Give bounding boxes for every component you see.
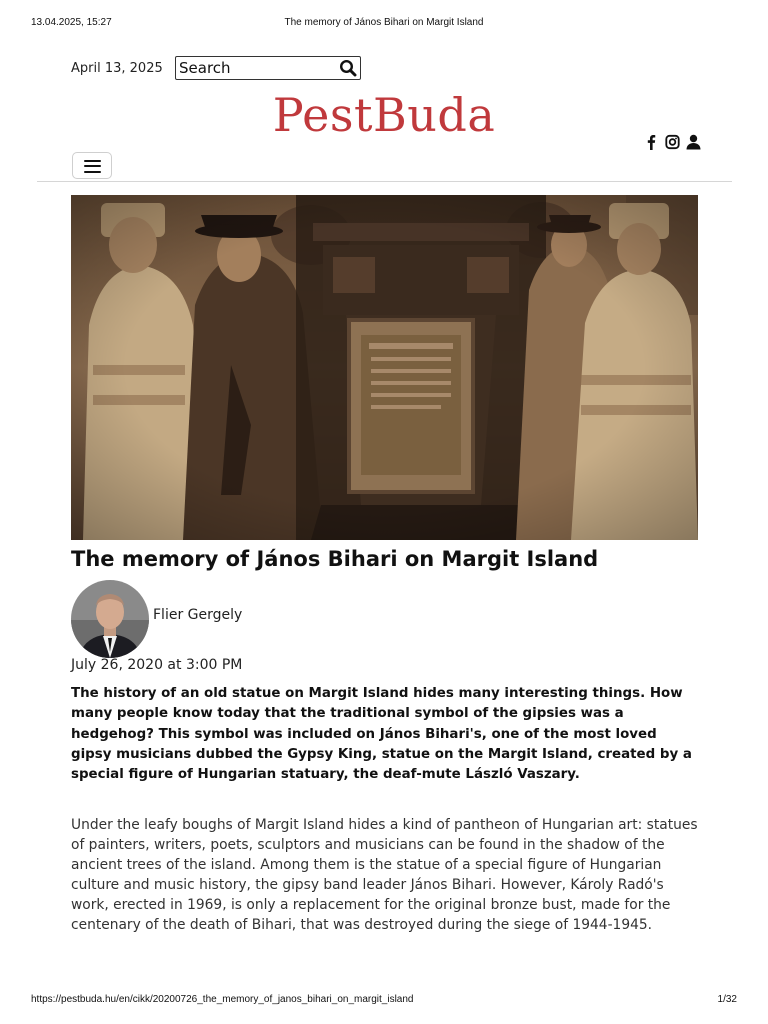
- search-input[interactable]: [178, 58, 337, 78]
- print-doc-title: The memory of János Bihari on Margit Island: [284, 17, 484, 28]
- print-datetime: 13.04.2025, 15:27: [31, 17, 112, 28]
- print-header: [0, 17, 768, 31]
- social-links: [644, 133, 701, 151]
- hamburger-line: [84, 160, 101, 162]
- hamburger-line: [84, 171, 101, 173]
- publish-date: July 26, 2020 at 3:00 PM: [71, 657, 243, 673]
- menu-button[interactable]: [72, 152, 112, 179]
- article-title: The memory of János Bihari on Margit Island: [71, 547, 599, 571]
- print-url: https://pestbuda.hu/en/cikk/20200726_the_memory_of_janos_bihari_on_margit_island: [31, 994, 414, 1005]
- facebook-icon[interactable]: [644, 134, 659, 150]
- search-box: [175, 56, 361, 80]
- site-logo[interactable]: PestBuda: [272, 88, 496, 142]
- article-paragraph: Under the leafy boughs of Margit Island hides a kind of pantheon of Hungarian art: statues of painters, writers, poets, sculptors and musicians can be found in the shadow of the ancient trees of the island. Among them is the statue of a special figure of Hungarian culture and music history, the gipsy band leader János Bihari. However, Károly Radó's work, erected in 1969, is only a replacement for the original bronze bust, made for the centenary of the death of Bihari, that was destroyed during the siege of 1944-1945.: [71, 817, 698, 933]
- current-date: April 13, 2025: [71, 61, 163, 76]
- article-lead: The history of an old statue on Margit Island hides many interesting things. How many people know today that the traditional symbol of the gipsies was a hedgehog? This symbol was included on János Bihari's, one of the most loved gipsy musicians dubbed the Gypsy King, statue on the Margit Island, created by a special figure of Hungarian statuary, the deaf-mute László Vaszary.: [71, 686, 692, 783]
- header-divider: [37, 181, 732, 182]
- print-footer: [0, 994, 768, 1008]
- author-avatar[interactable]: [71, 580, 149, 658]
- article-hero-photo: [71, 195, 698, 540]
- search-icon[interactable]: [339, 59, 357, 77]
- user-icon[interactable]: [686, 134, 701, 150]
- hamburger-line: [84, 165, 101, 167]
- author-name[interactable]: Flier Gergely: [153, 607, 243, 623]
- print-page-number: 1/32: [717, 994, 737, 1005]
- instagram-icon[interactable]: [665, 134, 680, 150]
